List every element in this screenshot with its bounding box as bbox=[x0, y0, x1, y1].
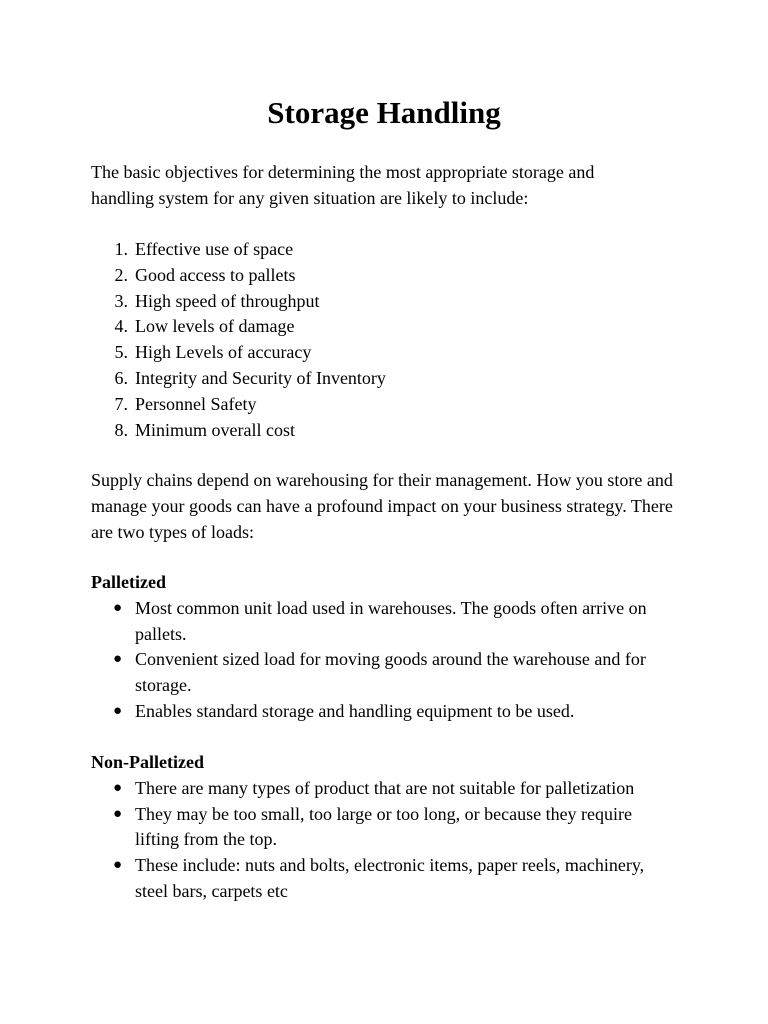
list-item-text: High Levels of accuracy bbox=[135, 342, 312, 363]
page-title: Storage Handling bbox=[267, 95, 501, 130]
list-item-number: 7. bbox=[114, 393, 128, 414]
list-item-number: 1. bbox=[114, 239, 128, 259]
list-item bbox=[91, 647, 680, 699]
palletized-heading: Palletized bbox=[91, 572, 166, 592]
bullet-icon: ● bbox=[113, 779, 123, 796]
supply-chain-paragraph: Supply chains depend on warehousing for their management. How you store and manage your goods can have a profound impact on your business strategy. There are two types of loads: bbox=[91, 470, 673, 542]
non-palletized-heading: Non-Palletized bbox=[91, 752, 204, 772]
list-item-text: Enables standard storage and handling equipment to be used. bbox=[135, 700, 575, 721]
bullet-icon: ● bbox=[113, 702, 123, 719]
list-item bbox=[91, 237, 386, 263]
list-item bbox=[91, 392, 386, 418]
list-item-number: 8. bbox=[114, 419, 128, 440]
list-item-text: These include: nuts and bolts, electronic items, paper reels, machinery, steel bars, carpets etc bbox=[135, 855, 645, 901]
list-item bbox=[91, 853, 680, 905]
list-item-number: 5. bbox=[114, 342, 128, 363]
list-item-number: 2. bbox=[114, 264, 128, 285]
non-palletized-list bbox=[91, 776, 681, 905]
list-item-text: Convenient sized load for moving goods around the warehouse and for storage. bbox=[135, 649, 646, 696]
list-item-text: Effective use of space bbox=[135, 239, 294, 259]
list-item bbox=[91, 366, 386, 392]
list-item-text: High speed of throughput bbox=[135, 290, 320, 311]
list-item-text: Low levels of damage bbox=[135, 316, 295, 337]
list-item-text: Good access to pallets bbox=[135, 264, 296, 285]
list-item bbox=[91, 776, 680, 802]
list-item-text: Integrity and Security of Inventory bbox=[135, 367, 386, 388]
list-item-text: They may be too small, too large or too long, or because they require lifting from the top. bbox=[135, 803, 633, 850]
list-item bbox=[91, 263, 386, 289]
list-item bbox=[91, 699, 680, 725]
list-item-text: Minimum overall cost bbox=[135, 419, 295, 440]
list-item-text: Personnel Safety bbox=[135, 393, 257, 414]
bullet-icon: ● bbox=[113, 805, 123, 822]
list-item bbox=[91, 289, 386, 315]
list-item-number: 3. bbox=[114, 290, 128, 311]
intro-paragraph: The basic objectives for determining the most appropriate storage and handling system for any given situation are likely to include: bbox=[91, 162, 595, 208]
list-item-text: Most common unit load used in warehouses. The goods often arrive on pallets. bbox=[135, 597, 647, 644]
list-item bbox=[91, 802, 680, 854]
list-item-text: There are many types of product that are not suitable for palletization bbox=[135, 777, 635, 798]
bullet-icon: ● bbox=[113, 651, 123, 668]
list-item-number: 6. bbox=[114, 367, 128, 388]
bullet-icon: ● bbox=[113, 857, 123, 874]
objectives-list bbox=[91, 237, 386, 443]
list-item bbox=[91, 314, 386, 340]
non-palletized-section bbox=[91, 750, 681, 905]
list-item bbox=[91, 596, 680, 648]
palletized-section bbox=[91, 570, 681, 725]
palletized-list bbox=[91, 596, 681, 725]
list-item bbox=[91, 418, 386, 444]
list-item bbox=[91, 340, 386, 366]
list-item-number: 4. bbox=[114, 316, 128, 337]
bullet-icon: ● bbox=[113, 599, 123, 616]
